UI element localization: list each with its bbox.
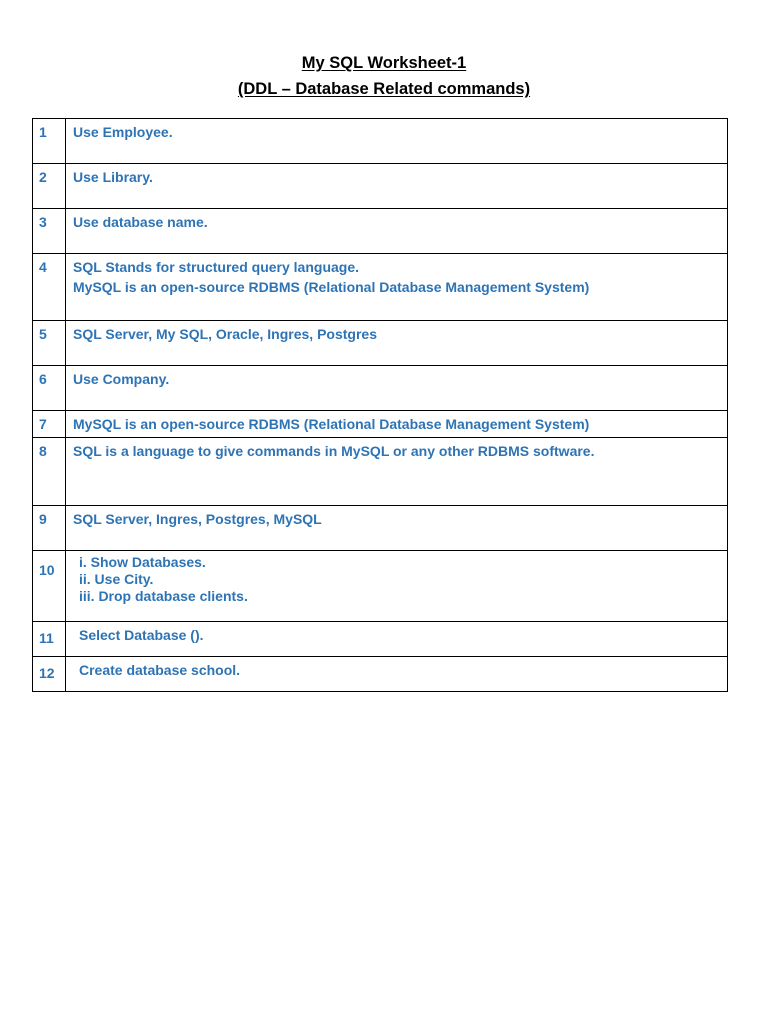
row-number: 11 [33, 622, 66, 657]
answer-line: i. Show Databases. [79, 554, 206, 570]
answer-cell [66, 657, 728, 692]
answer-cell [66, 622, 728, 657]
answer-cell [66, 119, 728, 164]
table-row [33, 411, 728, 438]
answer-line: SQL Server, Ingres, Postgres, MySQL [73, 511, 322, 527]
row-number: 3 [33, 209, 66, 254]
row-number: 6 [33, 366, 66, 411]
answer-cell [66, 366, 728, 411]
answer-cell [66, 209, 728, 254]
table-row [33, 657, 728, 692]
row-number: 7 [33, 411, 66, 438]
answer-line: MySQL is an open-source RDBMS (Relational Database Management System) [73, 279, 590, 295]
answer-cell [66, 506, 728, 551]
answers-table [32, 118, 728, 692]
answer-line: Select Database (). [79, 627, 204, 643]
answer-cell [66, 551, 728, 622]
table-row [33, 551, 728, 622]
answer-line: Use Company. [73, 371, 170, 387]
answer-line: ii. Use City. [79, 571, 154, 587]
table-row [33, 164, 728, 209]
answer-cell [66, 254, 728, 321]
worksheet-title: My SQL Worksheet-1 [301, 54, 467, 72]
row-number: 9 [33, 506, 66, 551]
table-row [33, 438, 728, 506]
answer-line: MySQL is an open-source RDBMS (Relational Database Management System) [73, 416, 590, 432]
row-number: 4 [33, 254, 66, 321]
answer-line: Use Library. [73, 169, 153, 185]
answer-cell [66, 411, 728, 438]
row-number: 1 [33, 119, 66, 164]
worksheet-header [0, 50, 768, 102]
row-number: 12 [33, 657, 66, 692]
answer-line: Use Employee. [73, 124, 173, 140]
table-row [33, 254, 728, 321]
answer-line: SQL is a language to give commands in MySQL or any other RDBMS software. [73, 443, 595, 459]
table-row [33, 622, 728, 657]
row-number: 10 [33, 551, 66, 622]
row-number: 2 [33, 164, 66, 209]
answer-line: Create database school. [79, 662, 241, 678]
row-number: 5 [33, 321, 66, 366]
answer-line: Use database name. [73, 214, 208, 230]
answer-line: SQL Stands for structured query language. [73, 259, 360, 275]
answer-cell [66, 321, 728, 366]
answer-line: iii. Drop database clients. [79, 588, 248, 604]
worksheet-subtitle: (DDL – Database Related commands) [237, 80, 531, 98]
answer-line: SQL Server, My SQL, Oracle, Ingres, Postgres [73, 326, 377, 342]
table-row [33, 321, 728, 366]
table-row [33, 506, 728, 551]
row-number: 8 [33, 438, 66, 506]
answer-cell [66, 164, 728, 209]
table-row [33, 119, 728, 164]
table-row [33, 366, 728, 411]
table-row [33, 209, 728, 254]
answer-cell [66, 438, 728, 506]
